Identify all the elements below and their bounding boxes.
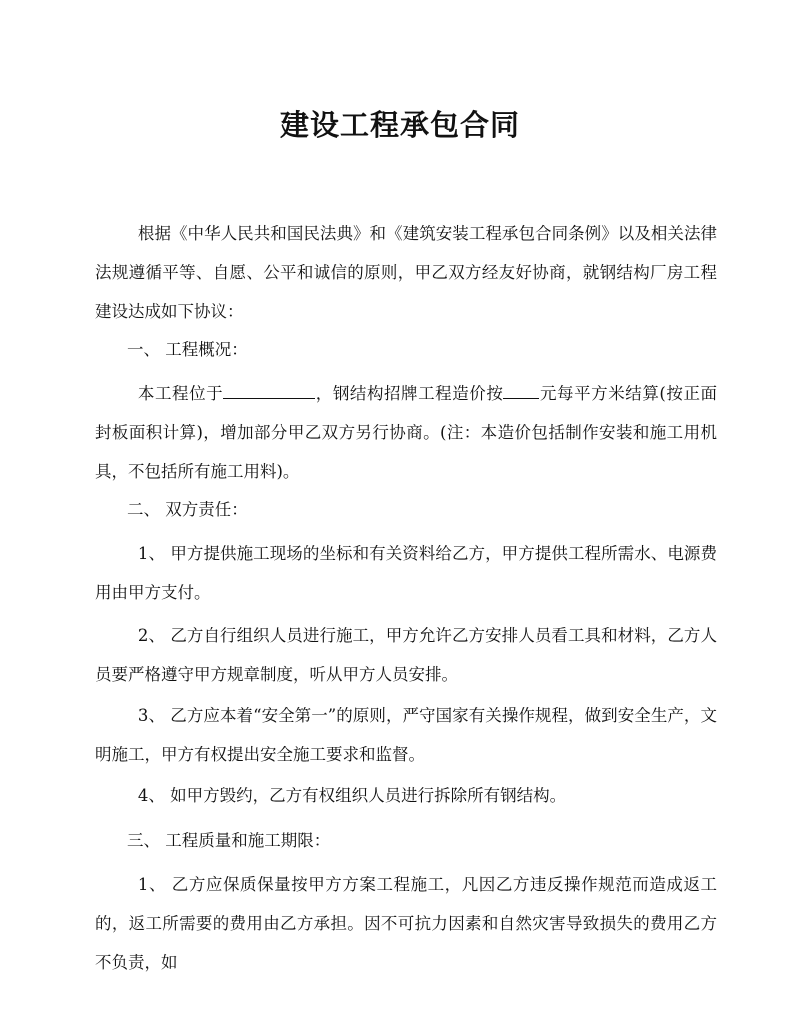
- preamble-paragraph: 根据《中华人民共和国民法典》和《建筑安装工程承包合同条例》以及相关法律法规遵循平等、自愿、公平和诚信的原则，甲乙双方经友好协商，就钢结构厂房工程建设达成如下协议：: [95, 224, 717, 321]
- section1-paragraph: [95, 374, 717, 491]
- section2-item-3: 3、 乙方应本着“安全第一”的原则，严守国家有关操作规程，做到安全生产，文明施工，甲方有权提出安全施工要求和监督。: [95, 706, 717, 764]
- section1-text-part3: 元每平方米结算(按正面封板面积计算)，增加部分甲乙双方另行协商。(注：本造价包括制作安装和施工用机具，不包括所有施工用料)。: [95, 384, 718, 481]
- section1-heading: 一、 工程概况：: [127, 340, 248, 359]
- location-blank-field: [223, 382, 315, 399]
- section3-item-1: 1、 乙方应保质保量按甲方方案工程施工，凡因乙方违反操作规范而造成返工的，返工所需要的费用由乙方承担。因不可抗力因素和自然灾害导致损失的费用乙方不负责，如: [95, 875, 717, 972]
- section2-item-1: 1、 甲方提供施工现场的坐标和有关资料给乙方，甲方提供工程所需水、电源费用由甲方支付。: [95, 544, 717, 602]
- section1-text-part2: ，钢结构招牌工程造价按: [315, 384, 504, 403]
- section2-item-4: 4、 如甲方毁约，乙方有权组织人员进行拆除所有钢结构。: [137, 786, 567, 805]
- document-title: 建设工程承包合同: [279, 108, 520, 142]
- section2-heading: 二、 双方责任：: [127, 500, 248, 519]
- section3-heading: 三、 工程质量和施工期限：: [127, 831, 331, 850]
- price-blank-field: [503, 382, 539, 399]
- section1-text-part1: 本工程位于: [137, 384, 224, 403]
- section2-item-2: 2、 乙方自行组织人员进行施工，甲方允许乙方安排人员看工具和材料，乙方人员要严格遵守甲方规章制度，听从甲方人员安排。: [95, 626, 717, 684]
